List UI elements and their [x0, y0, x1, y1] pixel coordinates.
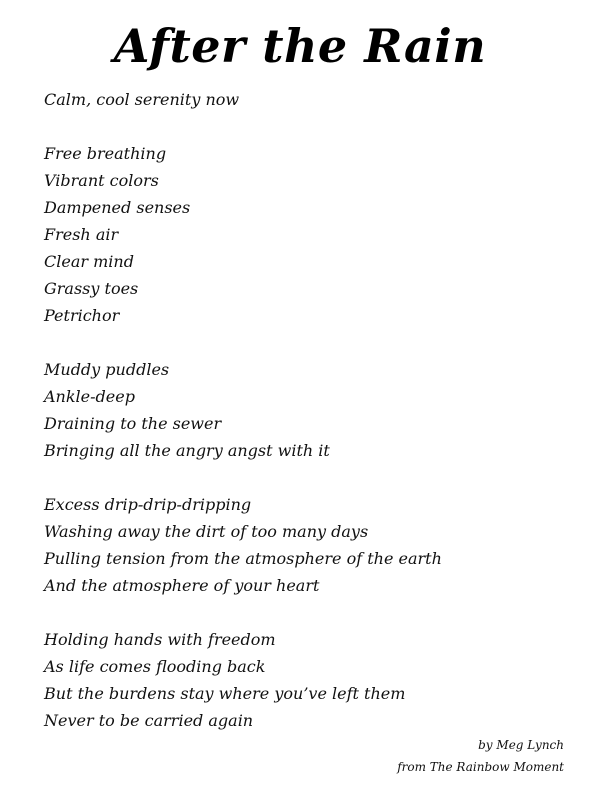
poem-line: Free breathing [44, 144, 167, 163]
author-credit: by Meg Lynch [478, 738, 564, 752]
poem-line: Washing away the dirt of too many days [44, 522, 369, 541]
poem-line: Muddy puddles [44, 360, 170, 379]
stanza [44, 491, 564, 599]
poem-line: Ankle-deep [44, 387, 135, 406]
poem-line: Petrichor [44, 306, 120, 325]
stanza [44, 140, 564, 329]
poem-line: Draining to the sewer [44, 414, 222, 433]
poem-line: Holding hands with freedom [44, 630, 276, 649]
poem-line: Vibrant colors [44, 171, 159, 190]
poem-line: And the atmosphere of your heart [44, 576, 320, 595]
poem-title: After the Rain [113, 19, 487, 73]
stanza [44, 86, 564, 113]
stanza [44, 356, 564, 464]
poem-line: Fresh air [44, 225, 119, 244]
poem-line: Dampened senses [44, 198, 191, 217]
poem-line: Calm, cool serenity now [44, 90, 240, 109]
poem-line: Bringing all the angry angst with it [44, 441, 330, 460]
stanza-gap [44, 464, 564, 491]
poem-line: Clear mind [44, 252, 134, 271]
poem-line: Excess drip-drip-dripping [44, 495, 252, 514]
poem-line: But the burdens stay where you’ve left them [44, 684, 406, 703]
byline [397, 734, 564, 778]
poem-line: Pulling tension from the atmosphere of the earth [44, 549, 442, 568]
stanza-gap [44, 329, 564, 356]
stanza-gap [44, 599, 564, 626]
poem-body [44, 86, 564, 734]
stanza [44, 626, 564, 734]
stanza-gap [44, 113, 564, 140]
poem-line: As life comes flooding back [44, 657, 266, 676]
poem-line: Grassy toes [44, 279, 139, 298]
poem-line: Never to be carried again [44, 711, 254, 730]
source-credit: from The Rainbow Moment [397, 760, 564, 774]
